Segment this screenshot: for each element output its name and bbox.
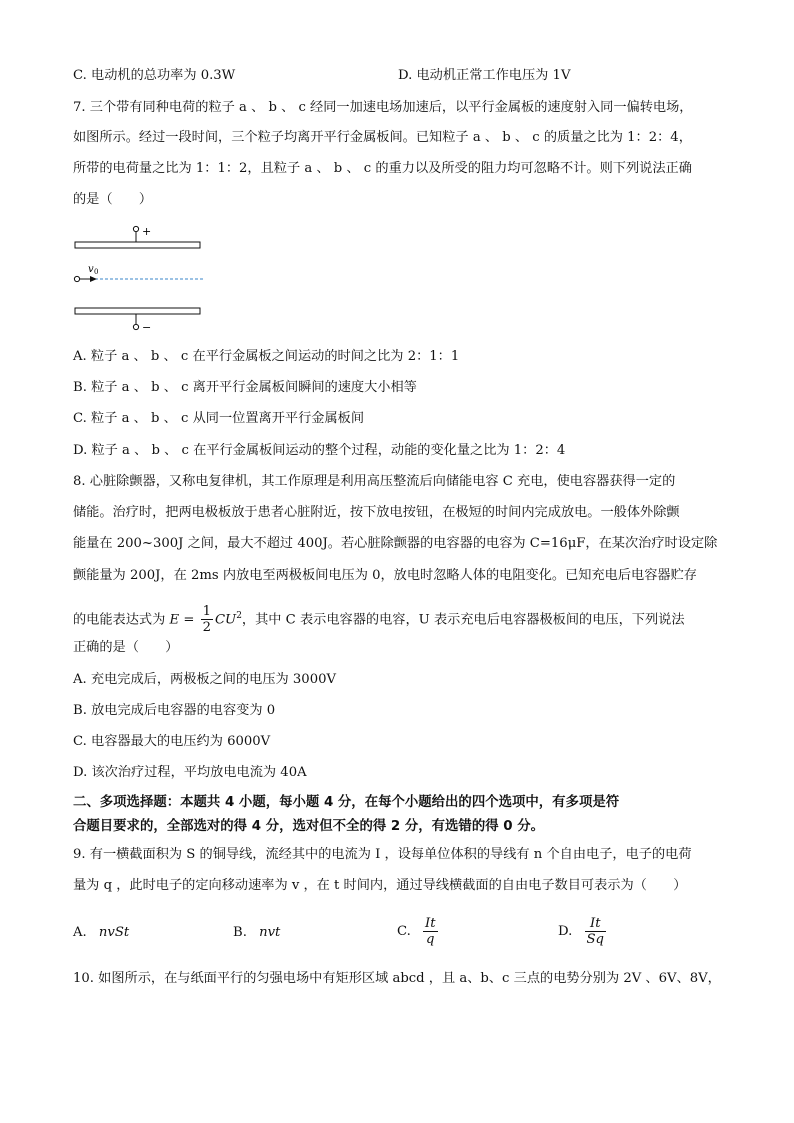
q9-option-c bbox=[397, 912, 440, 952]
energy-formula-rhs: CU bbox=[214, 612, 237, 628]
bottom-terminal bbox=[133, 324, 138, 329]
plus-sign: + bbox=[142, 225, 152, 238]
fraction-denominator: 2 bbox=[202, 620, 211, 636]
velocity-arrow-icon bbox=[90, 276, 97, 282]
q8-stem-line-1: 8. 心脏除颤器，又称电复律机，其工作原理是利用高压整流后向储能电容 C 充电，使电容器获得一定的 bbox=[73, 474, 676, 489]
section-2-heading-line-2: 合题目要求的，全部选对的得 4 分，选对但不全的得 2 分，有选错的得 0 分。 bbox=[73, 819, 545, 834]
option-d-fraction bbox=[585, 916, 606, 947]
top-terminal bbox=[133, 226, 138, 231]
q8-option-c: C. 电容器最大的电压约为 6000V bbox=[73, 734, 271, 749]
entry-point bbox=[74, 276, 79, 281]
q7-option-b: B. 粒子 a 、 b 、 c 离开平行金属板间瞬间的速度大小相等 bbox=[73, 380, 417, 395]
section-2-heading-line-1: 二、多项选择题：本题共 4 小题，每小题 4 分，在每个小题给出的四个选项中，有多项是符 bbox=[73, 795, 620, 810]
q7-option-a: A. 粒子 a 、 b 、 c 在平行金属板之间运动的时间之比为 2：1：1 bbox=[73, 349, 460, 364]
q8-option-d: D. 该次治疗过程，平均放电电流为 40A bbox=[73, 765, 307, 780]
fraction-numerator: 1 bbox=[202, 604, 211, 620]
option-c-label: C. bbox=[397, 924, 411, 939]
v0-label: v bbox=[88, 264, 94, 275]
option-d-denominator: Sq bbox=[586, 932, 604, 947]
option-b-label: B. bbox=[233, 925, 247, 940]
q7-option-d: D. 粒子 a 、 b 、 c 在平行金属板间运动的整个过程，动能的变化量之比为 1：2：4 bbox=[73, 443, 566, 458]
q9-stem-line-1: 9. 有一横截面积为 S 的铜导线，流经其中的电流为 I ，设每单位体积的导线有 n 个自由电子，电子的电荷 bbox=[73, 847, 692, 862]
option-b-value: nvt bbox=[259, 925, 281, 940]
q7-option-c: C. 粒子 a 、 b 、 c 从同一位置离开平行金属板间 bbox=[73, 411, 365, 426]
option-a-value: nvSt bbox=[98, 925, 130, 940]
option-d-numerator: It bbox=[585, 916, 606, 932]
q9-option-b bbox=[233, 923, 280, 943]
q6-option-c: C. 电动机的总功率为 0.3W bbox=[73, 68, 236, 83]
energy-formula-exponent: 2 bbox=[236, 611, 242, 621]
option-c-denominator: q bbox=[426, 932, 435, 947]
q7-stem-line-3: 所带的电荷量之比为 1：1：2，且粒子 a 、 b 、 c 的重力以及所受的阻力均可忽略不计。则下列说法正确 bbox=[73, 161, 692, 176]
q7-stem-line-1: 7. 三个带有同种电荷的粒子 a 、 b 、 c 经同一加速电场加速后，以平行金属板的速度射入同一偏转电场， bbox=[73, 100, 693, 115]
q7-deflection-field-diagram bbox=[70, 222, 215, 334]
q8-stem-line-5 bbox=[73, 603, 685, 635]
minus-sign: − bbox=[142, 321, 152, 334]
q9-stem-line-2: 量为 q ，此时电子的定向移动速率为 v ，在 t 时间内，通过导线横截面的自由电子数目可表示为（ ） bbox=[73, 878, 687, 893]
q6-option-d: D. 电动机正常工作电压为 1V bbox=[398, 68, 571, 83]
q8-line5-pre: 的电能表达式为 bbox=[73, 612, 170, 628]
bottom-plate bbox=[75, 308, 200, 314]
q8-stem-line-3: 能量在 200~300J 之间，最大不超过 400J。若心脏除颤器的电容器的电容为 C=16μF，在某次治疗时设定除 bbox=[73, 536, 718, 551]
v0-subscript: 0 bbox=[94, 268, 99, 276]
q8-stem-line-4: 颤能量为 200J，在 2ms 内放电至两极板间电压为 0，放电时忽略人体的电阻变化。已知充电后电容器贮存 bbox=[73, 568, 697, 583]
top-plate bbox=[75, 242, 200, 248]
q7-stem-line-4: 的是（ ） bbox=[73, 192, 153, 207]
energy-formula-fraction bbox=[201, 604, 213, 635]
q8-option-b: B. 放电完成后电容器的电容变为 0 bbox=[73, 703, 276, 718]
q7-stem-line-2: 如图所示。经过一段时间，三个粒子均离开平行金属板间。已知粒子 a 、 b 、 c 的质量之比为 1：2：4， bbox=[73, 130, 692, 145]
q9-option-d bbox=[558, 912, 608, 952]
option-c-fraction bbox=[423, 916, 438, 947]
option-a-label: A. bbox=[73, 925, 87, 940]
option-c-numerator: It bbox=[425, 916, 436, 931]
q8-line5-post: ，其中 C 表示电容器的电容，U 表示充电后电容器极板间的电压，下列说法 bbox=[241, 612, 685, 628]
q9-option-a bbox=[73, 923, 129, 943]
q8-stem-line-2: 储能。治疗时，把两电极板放于患者心脏附近，按下放电按钮，在极短的时间内完成放电。一般体外除颤 bbox=[73, 505, 680, 520]
q8-stem-line-6: 正确的是（ ） bbox=[73, 640, 179, 655]
q10-stem-line-1: 10. 如图所示，在与纸面平行的匀强电场中有矩形区域 abcd ，且 a、b、c 三点的电势分别为 2V 、6V、8V， bbox=[73, 971, 721, 986]
option-d-label: D. bbox=[558, 924, 573, 939]
q8-option-a: A. 充电完成后，两极板之间的电压为 3000V bbox=[73, 672, 336, 687]
energy-formula-lhs: E = bbox=[169, 612, 199, 628]
